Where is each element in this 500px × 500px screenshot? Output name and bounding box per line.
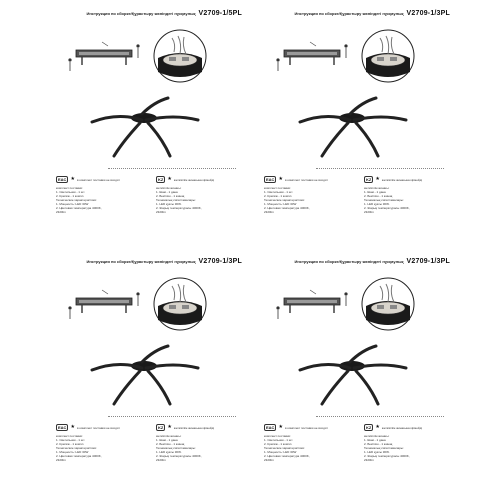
cert-note-left: в комплект поставки не входят — [284, 425, 328, 430]
cert-note-left: в комплект поставки не входят — [76, 425, 120, 430]
spec-line: 1. LED қуаты 30W. — [156, 450, 182, 454]
star-icon: ★ — [375, 424, 380, 430]
star-icon: ★ — [278, 424, 283, 430]
spec-line: жеткізілім жинағы: — [156, 434, 182, 438]
sheet-title: Инструкция по сборке/Құрастыру жөніндегі нұсқаулық — [294, 11, 404, 16]
title-row — [48, 258, 248, 268]
spec-line: 2. Цветовая температура 4000K, — [264, 454, 310, 458]
spec-line: 2. Жарық температурасы 4000K, — [364, 454, 410, 458]
title-row — [256, 258, 456, 268]
model-number: V2709-1/3PL — [406, 258, 450, 265]
spec-line: 1. LED қуаты 30W. — [364, 450, 390, 454]
spec-line: 2. Жарық температурасы 4000K, — [156, 454, 202, 458]
wiring-detail-icon — [360, 276, 416, 332]
spec-line: 2. Крепёж - 1 компл. — [264, 194, 293, 198]
instruction-sheet — [48, 256, 248, 476]
specs-right-column — [364, 434, 454, 462]
star-icon: ★ — [167, 424, 172, 430]
spec-line: комплект поставки: — [264, 434, 291, 438]
specs-right-column — [364, 186, 454, 214]
specs-left-column — [264, 434, 354, 462]
model-number: V2709-1/3PL — [406, 10, 450, 17]
mounting-bracket-icon — [270, 286, 354, 326]
eac-badge: EAC — [266, 177, 275, 182]
cert-note-left: в комплект поставки не входят — [76, 177, 120, 182]
cert-note-right: жеткізілім жинағына кірмейді — [381, 177, 422, 182]
spec-line: 1. Шам - 1 дана — [156, 190, 178, 194]
specs-left-column — [56, 186, 146, 214]
kz-badge: KZ — [366, 425, 372, 430]
spec-line: комплект поставки: — [56, 186, 83, 190]
spec-line: 1. Шам - 1 дана — [364, 438, 386, 442]
spec-line: жеткізілім жинағы: — [364, 186, 390, 190]
title-row — [256, 10, 456, 20]
spec-line: комплект поставки: — [264, 186, 291, 190]
spec-line: Техникалық сипаттамалары: — [364, 198, 404, 202]
spec-line: 1. Шам - 1 дана — [364, 190, 386, 194]
certification-left — [264, 176, 328, 183]
divider — [316, 416, 444, 417]
specs-left-column — [56, 434, 146, 462]
star-icon: ★ — [375, 176, 380, 182]
ceiling-light-fixture-icon — [84, 92, 204, 162]
kz-badge: KZ — [158, 177, 164, 182]
star-icon: ★ — [70, 176, 75, 182]
spec-line: комплект поставки: — [56, 434, 83, 438]
spec-line: Технические характеристики: — [264, 446, 305, 450]
mounting-bracket-icon — [62, 38, 146, 78]
spec-line: Технические характеристики: — [264, 198, 305, 202]
spec-line: 1. Мощность: LED 30W — [264, 202, 297, 206]
spec-line: 2320lm — [56, 210, 66, 214]
certification-right — [156, 424, 214, 431]
sheet-title: Инструкция по сборке/Құрастыру жөніндегі нұсқаулық — [86, 11, 196, 16]
specs-left-column — [264, 186, 354, 214]
spec-line: 2320lm — [156, 458, 166, 462]
spec-line: 1. Светильник - 1 шт. — [264, 438, 294, 442]
certification-right — [364, 176, 422, 183]
instruction-sheet — [48, 8, 248, 228]
eac-badge: EAC — [58, 425, 67, 430]
spec-line: 2. Крепёж - 1 компл. — [264, 442, 293, 446]
spec-line: 2. Бекіткіш - 1 жинақ — [156, 442, 185, 446]
divider — [108, 416, 236, 417]
spec-line: 2. Цветовая температура 4000K, — [56, 454, 102, 458]
spec-line: 2320lm — [56, 458, 66, 462]
certification-left — [264, 424, 328, 431]
spec-line: Технические характеристики: — [56, 198, 97, 202]
certification-left — [56, 176, 120, 183]
spec-line: жеткізілім жинағы: — [364, 434, 390, 438]
spec-line: 1. Светильник - 1 шт. — [56, 190, 86, 194]
cert-note-right: жеткізілім жинағына кірмейді — [173, 177, 214, 182]
spec-line: 2. Бекіткіш - 1 жинақ — [364, 194, 393, 198]
cert-note-left: в комплект поставки не входят — [284, 177, 328, 182]
spec-line: 2. Жарық температурасы 4000K, — [364, 206, 410, 210]
spec-line: 1. LED қуаты 30W. — [156, 202, 182, 206]
spec-line: 1. Мощность: LED 30W — [56, 202, 89, 206]
certification-right — [364, 424, 422, 431]
spec-line: 2. Крепёж - 1 компл. — [56, 194, 85, 198]
spec-line: 2320lm — [156, 210, 166, 214]
spec-line: 1. Светильник - 1 шт. — [56, 438, 86, 442]
wiring-detail-icon — [152, 276, 208, 332]
spec-line: 1. Мощность: LED 30W — [56, 450, 89, 454]
instruction-sheet — [256, 256, 456, 476]
spec-line: 1. Мощность: LED 30W — [264, 450, 297, 454]
wiring-detail-icon — [360, 28, 416, 84]
mounting-bracket-icon — [270, 38, 354, 78]
ceiling-light-fixture-icon — [292, 340, 412, 410]
mounting-bracket-icon — [62, 286, 146, 326]
instruction-sheet — [256, 8, 456, 228]
ceiling-light-fixture-icon — [292, 92, 412, 162]
divider — [316, 168, 444, 169]
spec-line: 2. Бекіткіш - 1 жинақ — [156, 194, 185, 198]
certification-left — [56, 424, 120, 431]
cert-note-right: жеткізілім жинағына кірмейді — [173, 425, 214, 430]
specs-right-column — [156, 186, 246, 214]
eac-badge: EAC — [58, 177, 67, 182]
title-row — [48, 10, 248, 20]
model-number: V2709-1/5PL — [198, 10, 242, 17]
spec-line: 2. Жарық температурасы 4000K, — [156, 206, 202, 210]
sheet-title: Инструкция по сборке/Құрастыру жөніндегі нұсқаулық — [86, 259, 196, 264]
eac-badge: EAC — [266, 425, 275, 430]
spec-line: Техникалық сипаттамалары: — [156, 446, 196, 450]
spec-line: 2320lm — [264, 210, 274, 214]
certification-right — [156, 176, 214, 183]
star-icon: ★ — [167, 176, 172, 182]
spec-line: 2. Бекіткіш - 1 жинақ — [364, 442, 393, 446]
spec-line: 2. Крепёж - 1 компл. — [56, 442, 85, 446]
divider — [108, 168, 236, 169]
spec-line: 2. Цветовая температура 4000K, — [264, 206, 310, 210]
spec-line: жеткізілім жинағы: — [156, 186, 182, 190]
spec-line: 1. Шам - 1 дана — [156, 438, 178, 442]
cert-note-right: жеткізілім жинағына кірмейді — [381, 425, 422, 430]
ceiling-light-fixture-icon — [84, 340, 204, 410]
spec-line: Технические характеристики: — [56, 446, 97, 450]
specs-right-column — [156, 434, 246, 462]
spec-line: 1. LED қуаты 30W. — [364, 202, 390, 206]
wiring-detail-icon — [152, 28, 208, 84]
kz-badge: KZ — [158, 425, 164, 430]
spec-line: Техникалық сипаттамалары: — [364, 446, 404, 450]
kz-badge: KZ — [366, 177, 372, 182]
spec-line: 2320lm — [264, 458, 274, 462]
model-number: V2709-1/3PL — [198, 258, 242, 265]
spec-line: 2. Цветовая температура 4000K, — [56, 206, 102, 210]
spec-line: 2320lm — [364, 458, 374, 462]
star-icon: ★ — [278, 176, 283, 182]
spec-line: 1. Светильник - 1 шт. — [264, 190, 294, 194]
spec-line: Техникалық сипаттамалары: — [156, 198, 196, 202]
star-icon: ★ — [70, 424, 75, 430]
sheet-title: Инструкция по сборке/Құрастыру жөніндегі нұсқаулық — [294, 259, 404, 264]
spec-line: 2320lm — [364, 210, 374, 214]
